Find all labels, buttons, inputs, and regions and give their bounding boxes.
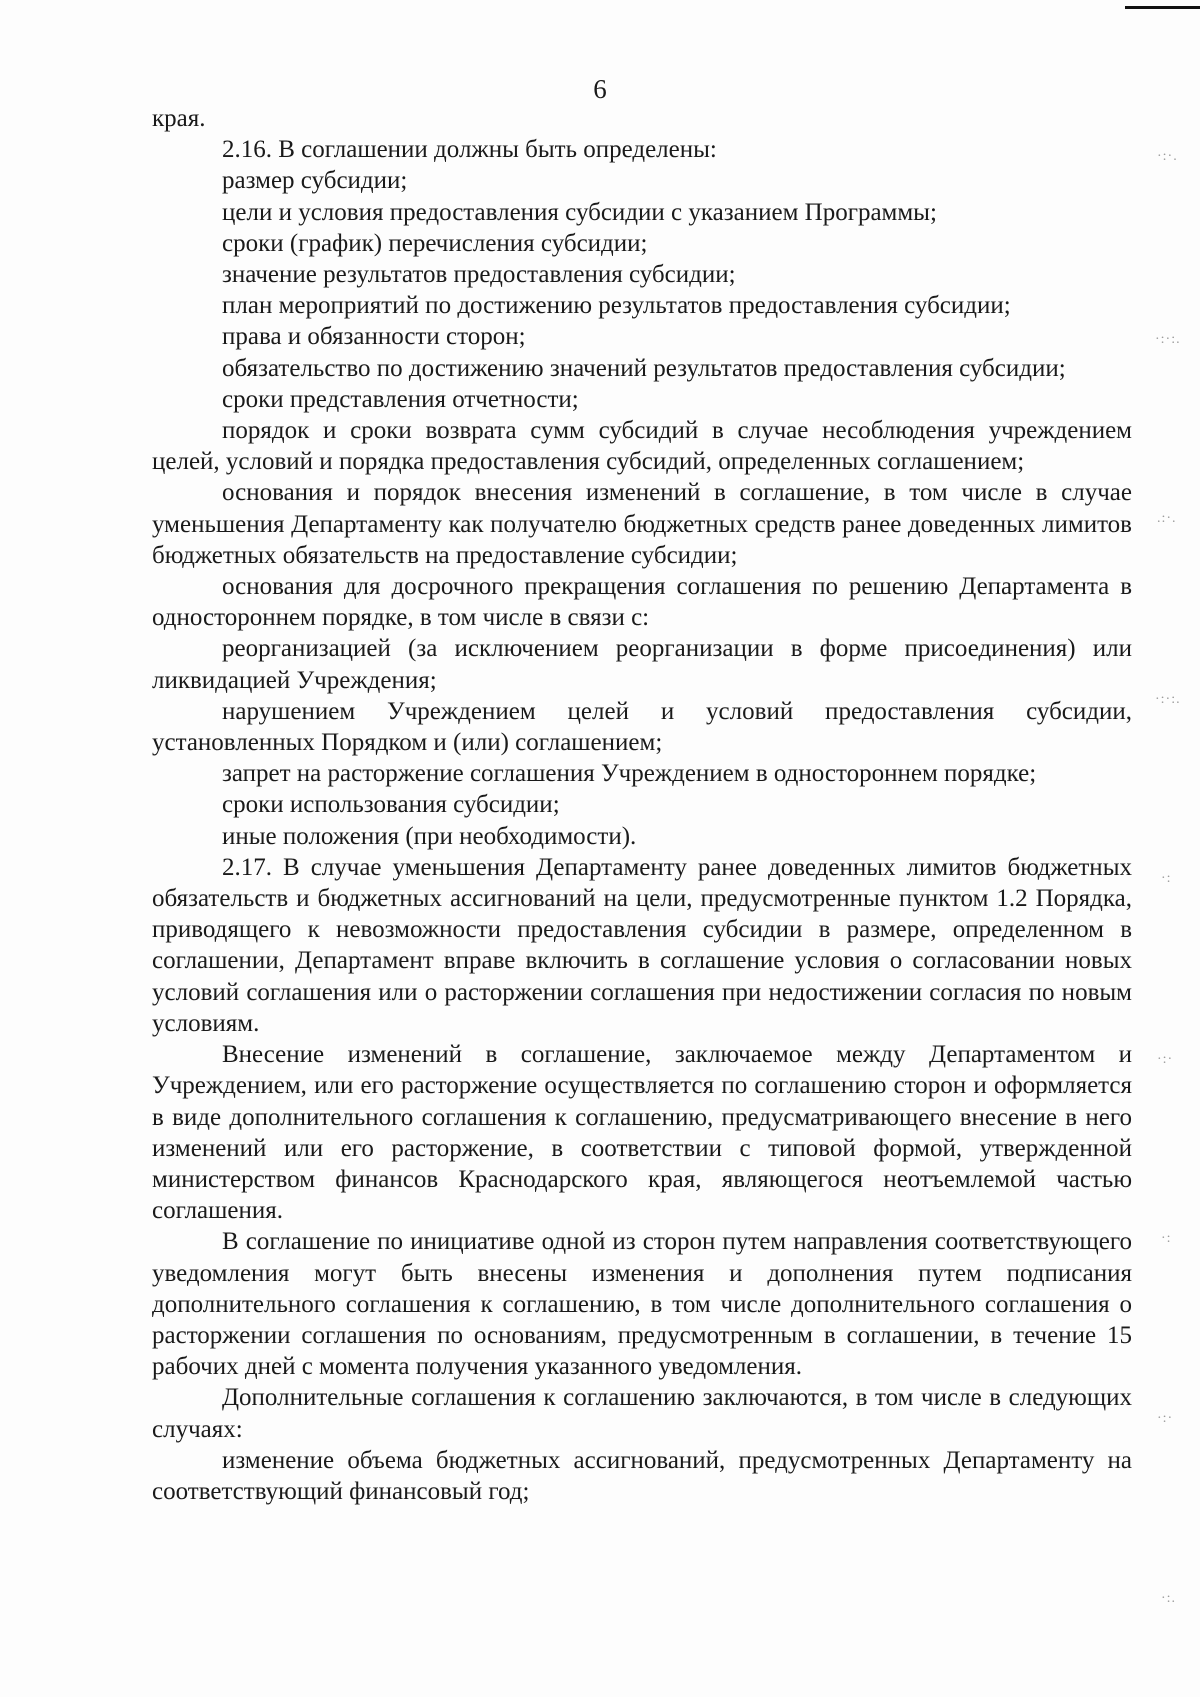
document-body xyxy=(152,103,1132,1507)
paragraph: нарушением Учреждением целей и условий предоставления субсидии, установленных Порядком и (или) соглашением; xyxy=(152,697,1132,757)
paragraph: сроки (график) перечисления субсидии; xyxy=(222,229,648,257)
paragraph: 2.16. В соглашении должны быть определены: xyxy=(222,136,717,164)
paragraph: запрет на расторжение соглашения Учреждением в одностороннем порядке; xyxy=(222,760,1037,788)
paragraph: иные положения (при необходимости). xyxy=(222,822,637,850)
paragraph: 2.17. В случае уменьшения Департаменту ранее доведенных лимитов бюджетных обязательств и бюджетных ассигнований на цели, предусмотренные пунктом 1.2 Порядка, приводящего к невозможности предоставления субсидии в размере, определенном в соглашении, Департамент вправе включить в соглашение условия о согласовании новых условий соглашения или о расторжении соглашения при недостижении согласия по новым условиям. xyxy=(152,853,1132,1037)
scan-margin-specks xyxy=(1155,0,1195,1697)
scan-speck: .:·. xyxy=(1157,511,1177,526)
scan-speck: ·:·:. xyxy=(1155,692,1181,707)
paragraph: В соглашение по инициативе одной из сторон путем направления соответствующего уведомления могут быть внесены изменения и дополнения путем подписания дополнительного соглашения к соглашению, в том числе дополнительного соглашения о расторжении соглашения по основаниям, предусмотренным в соглашении, в течение 15 рабочих дней с момента получения указанного уведомления. xyxy=(152,1228,1132,1381)
paragraph: порядок и сроки возврата сумм субсидий в случае несоблюдения учреждением целей, условий и порядка предоставления субсидий, определенных соглашением; xyxy=(152,417,1132,476)
paragraph: основания для досрочного прекращения соглашения по решению Департамента в одностороннем порядке, в том числе в связи с: xyxy=(152,573,1132,632)
paragraph: цели и условия предоставления субсидии с указанием Программы; xyxy=(222,198,937,226)
page-number: 6 xyxy=(593,74,607,104)
paragraph: сроки использования субсидии; xyxy=(222,791,560,819)
paragraph: изменение объема бюджетных ассигнований, предусмотренных Департаменту на соответствующий финансовый год; xyxy=(152,1446,1132,1505)
scan-speck: ·: xyxy=(1161,1231,1172,1246)
paragraph: Дополнительные соглашения к соглашению заключаются, в том числе в следующих случаях: xyxy=(152,1384,1132,1443)
scan-speck: ·:· xyxy=(1157,1052,1174,1067)
scan-speck: ·:·. xyxy=(1157,149,1178,164)
paragraph: сроки представления отчетности; xyxy=(222,385,579,413)
paragraph: основания и порядок внесения изменений в соглашение, в том числе в случае уменьшения Департаменту как получателю бюджетных средств ранее доведенных лимитов бюджетных обязательств на предоставление субсидии; xyxy=(152,479,1132,569)
scan-speck: ·: xyxy=(1161,871,1172,886)
paragraph: реорганизацией (за исключением реорганизации в форме присоединения) или ликвидацией Учреждения; xyxy=(152,635,1132,694)
paragraph: Внесение изменений в соглашение, заключаемое между Департаментом и Учреждением, или его расторжение осуществляется по соглашению сторон и оформляется в виде дополнительного соглашения к соглашению, предусматривающего внесение в него изменений или его расторжение, в соответствии с типовой формой, утвержденной министерством финансов Краснодарского края, являющегося неотъемлемой частью соглашения. xyxy=(152,1041,1132,1225)
scan-speck: ·:· xyxy=(1157,1411,1174,1426)
paragraph: края. xyxy=(152,105,206,132)
scan-speck: ·:·:. xyxy=(1155,332,1181,347)
scan-speck: ·:. xyxy=(1161,1591,1177,1606)
paragraph: размер субсидии; xyxy=(222,167,408,195)
paragraph: права и обязанности сторон; xyxy=(222,323,526,351)
paragraph: обязательство по достижению значений результатов предоставления субсидии; xyxy=(222,354,1066,382)
paragraph: значение результатов предоставления субсидии; xyxy=(222,261,736,289)
paragraph: план мероприятий по достижению результатов предоставления субсидии; xyxy=(222,292,1011,320)
